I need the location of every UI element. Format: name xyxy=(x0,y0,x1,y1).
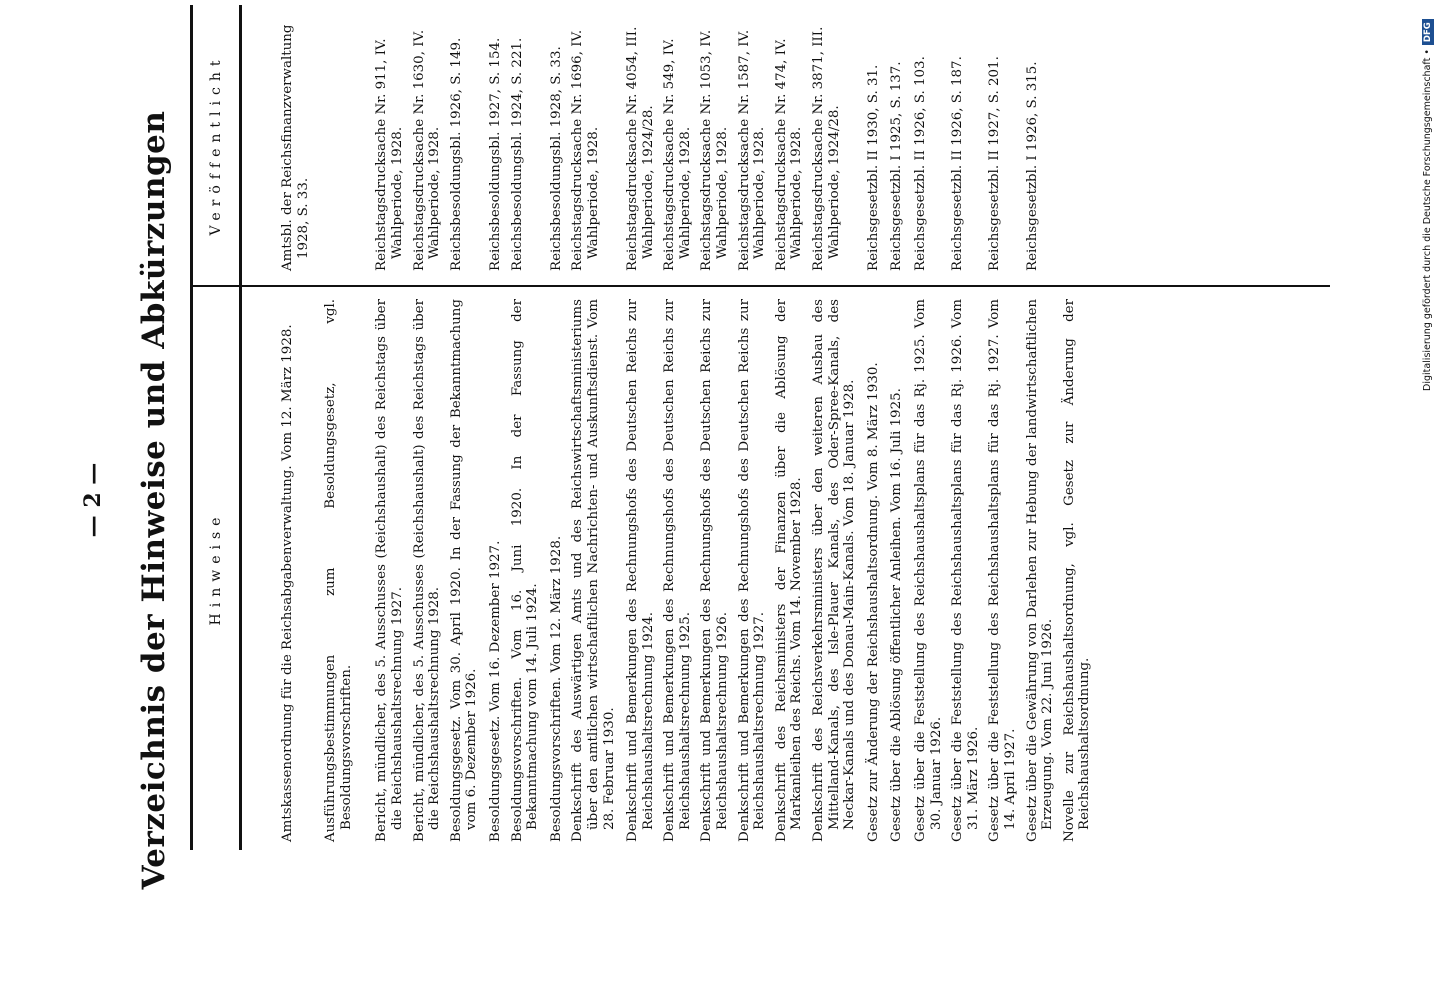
row-hinweis: Besoldungsgesetz. Vom 16. Dezember 1927. xyxy=(487,540,503,842)
table-header xyxy=(193,5,242,850)
table-row xyxy=(280,5,311,850)
table-row xyxy=(889,5,905,850)
row-veroeffentlicht: Reichsgesetzbl. I 1926, S. 315. xyxy=(1024,61,1040,271)
row-hinweis: Ausführungsbestimmungen zum Besoldungsgesetz, vgl. Besoldungsvorschriften. xyxy=(323,299,354,842)
row-veroeffentlicht: Amtsbl. der Reichsfinanzverwaltung 1928, S. 33. xyxy=(280,24,311,271)
row-veroeffentlicht: Reichstagsdrucksache Nr. 911, IV. Wahlperiode, 1928. xyxy=(374,38,405,271)
row-veroeffentlicht: Reichsgesetzbl. II 1930, S. 31. xyxy=(865,64,881,271)
row-veroeffentlicht: Reichstagsdrucksache Nr. 3871, III. Wahlperiode, 1924/28. xyxy=(811,26,842,271)
table-body xyxy=(280,5,1093,850)
table-row xyxy=(374,5,405,850)
stamp-text: Digitalisierung gefördert durch die Deutsche Forschungsgemeinschaft • xyxy=(1422,49,1433,391)
row-veroeffentlicht: Reichsbesoldungsbl. 1924, S. 221. xyxy=(509,37,525,271)
table-row xyxy=(699,5,730,850)
table-row xyxy=(488,5,504,850)
row-hinweis: Bericht, mündlicher, des 5. Ausschusses (Reichshaushalt) des Reichstags über die Reichshaushaltsrechnung 1928. xyxy=(411,299,443,842)
row-hinweis: Denkschrift des Auswärtigen Amts und des Reichswirtschaftsministeriums über den amtlichen wirtschaftlichen Nachrichten- und Auskunftsdienst. Vom 28. Februar 1930. xyxy=(570,299,617,842)
table-row xyxy=(549,5,565,850)
table-row xyxy=(811,5,858,850)
row-veroeffentlicht: Reichstagsdrucksache Nr. 549, IV. Wahlperiode, 1928. xyxy=(662,38,693,271)
row-veroeffentlicht: Reichsbesoldungsbl. 1928, S. 33. xyxy=(548,46,564,271)
table-row xyxy=(449,5,480,850)
abbreviation-table xyxy=(190,5,1093,850)
table-row xyxy=(1062,5,1093,850)
row-veroeffentlicht: Reichstagsdrucksache Nr. 4054, III. Wahlperiode, 1924/28. xyxy=(625,26,656,271)
row-hinweis: Gesetz über die Gewährung von Darlehen zur Hebung der landwirtschaftlichen Erzeugung. Vom 22. Juni 1926. xyxy=(1024,299,1056,842)
row-hinweis: Besoldungsvorschriften. Vom 12. März 1928. xyxy=(548,535,564,842)
row-veroeffentlicht: Reichsbesoldungsbl. 1926, S. 149. xyxy=(448,37,464,271)
row-veroeffentlicht: Reichsbesoldungsbl. 1927, S. 154. xyxy=(487,37,503,271)
row-hinweis: Gesetz über die Feststellung des Reichshaushaltsplans für das Rj. 1927. Vom 14. April 1927. xyxy=(987,299,1018,842)
row-hinweis: Gesetz über die Feststellung des Reichshaushaltsplans für das Rj. 1926. Vom 31. März 1926. xyxy=(950,299,981,842)
digitization-stamp xyxy=(1416,6,1434,391)
table-row xyxy=(774,5,805,850)
row-veroeffentlicht: Reichstagsdrucksache Nr. 1587, IV. Wahlperiode, 1928. xyxy=(736,29,768,271)
row-veroeffentlicht: Reichsgesetzbl. II 1926, S. 103. xyxy=(913,56,928,271)
row-veroeffentlicht: Reichstagsdrucksache Nr. 1696, IV. Wahlperiode, 1928. xyxy=(570,29,601,271)
row-hinweis: Gesetz zur Änderung der Reichshaushaltsordnung. Vom 8. März 1930. xyxy=(865,362,881,842)
row-hinweis: Denkschrift des Reichsministers der Finanzen über die Ablösung der Markanleihen des Reichs. Vom 14. November 1928. xyxy=(773,299,805,842)
table-row xyxy=(950,5,981,850)
row-hinweis: Denkschrift und Bemerkungen des Rechnungshofs des Deutschen Reichs zur Reichshaushaltsrechnung 1927. xyxy=(736,299,768,842)
page-title: Verzeichnis der Hinweise und Abkürzungen xyxy=(136,110,172,890)
row-veroeffentlicht xyxy=(1062,5,1093,287)
dfg-logo: DFG xyxy=(1422,19,1434,45)
column-header-hinweise: Hinweise xyxy=(193,285,239,850)
row-hinweis: Besoldungsvorschriften. Vom 16. Juni 1920. In der Fassung der Bekanntmachung vom 14. Juli 1924. xyxy=(509,299,541,842)
row-hinweis: Denkschrift und Bemerkungen des Rechnungshofs des Deutschen Reichs zur Reichshaushaltsrechnung 1925. xyxy=(662,299,693,842)
table-row xyxy=(510,5,541,850)
table-row xyxy=(913,5,944,850)
row-hinweis: Denkschrift des Reichsverkehrsministers über den weiteren Ausbau des Mittelland-Kanals, des Isle-Plauer Kanals, des Oder-Spree-Kanals, des Neckar-Kanals und des Donau-Main-Kanals. Vom 18. Januar 1928. xyxy=(811,299,858,842)
row-hinweis: Denkschrift und Bemerkungen des Rechnungshofs des Deutschen Reichs zur Reichshaushaltsrechnung 1924. xyxy=(625,299,656,842)
row-veroeffentlicht: Reichstagsdrucksache Nr. 1630, IV. Wahlperiode, 1928. xyxy=(411,29,443,271)
table-row xyxy=(662,5,693,850)
table-row xyxy=(412,5,443,850)
row-veroeffentlicht: Reichsgesetzbl. II 1927, S. 201. xyxy=(987,56,1003,271)
page-number: — 2 — xyxy=(80,462,106,538)
table-row xyxy=(987,5,1018,850)
column-header-veroeffentlicht: Veröffentlicht xyxy=(208,54,224,236)
row-veroeffentlicht: Reichstagsdrucksache Nr. 474, IV. Wahlperiode, 1928. xyxy=(773,38,805,271)
row-veroeffentlicht: Reichsgesetzbl. II 1926, S. 187. xyxy=(950,56,966,271)
row-hinweis: Gesetz über die Ablösung öffentlicher Anleihen. Vom 16. Juli 1925. xyxy=(889,388,905,842)
row-hinweis: Denkschrift und Bemerkungen des Rechnungshofs des Deutschen Reichs zur Reichshaushaltsrechnung 1926. xyxy=(699,299,731,842)
table-row xyxy=(625,5,656,850)
row-veroeffentlicht xyxy=(323,5,354,287)
row-hinweis: Bericht, mündlicher, des 5. Ausschusses (Reichshaushalt) des Reichstags über die Reichshaushaltsrechnung 1927. xyxy=(374,299,405,842)
row-hinweis: Besoldungsgesetz. Vom 30. April 1920. In der Fassung der Bekanntmachung vom 6. Dezember 1926. xyxy=(448,299,480,842)
row-veroeffentlicht: Reichstagsdrucksache Nr. 1053, IV. Wahlperiode, 1928. xyxy=(699,29,731,271)
row-veroeffentlicht: Reichsgesetzbl. I 1925, S. 137. xyxy=(889,61,905,271)
row-hinweis: Amtskassenordnung für die Reichsabgabenverwaltung. Vom 12. März 1928. xyxy=(280,324,295,842)
table-row xyxy=(1025,5,1056,850)
table-row xyxy=(866,5,882,850)
row-hinweis: Novelle zur Reichshaushaltsordnung, vgl. Gesetz zur Änderung der Reichshaushaltsordnung. xyxy=(1061,299,1093,842)
table-row xyxy=(570,5,617,850)
row-hinweis: Gesetz über die Feststellung des Reichshaushaltsplans für das Rj. 1925. Vom 30. Januar 1926. xyxy=(913,299,944,842)
table-row xyxy=(323,5,354,850)
table-row xyxy=(737,5,768,850)
